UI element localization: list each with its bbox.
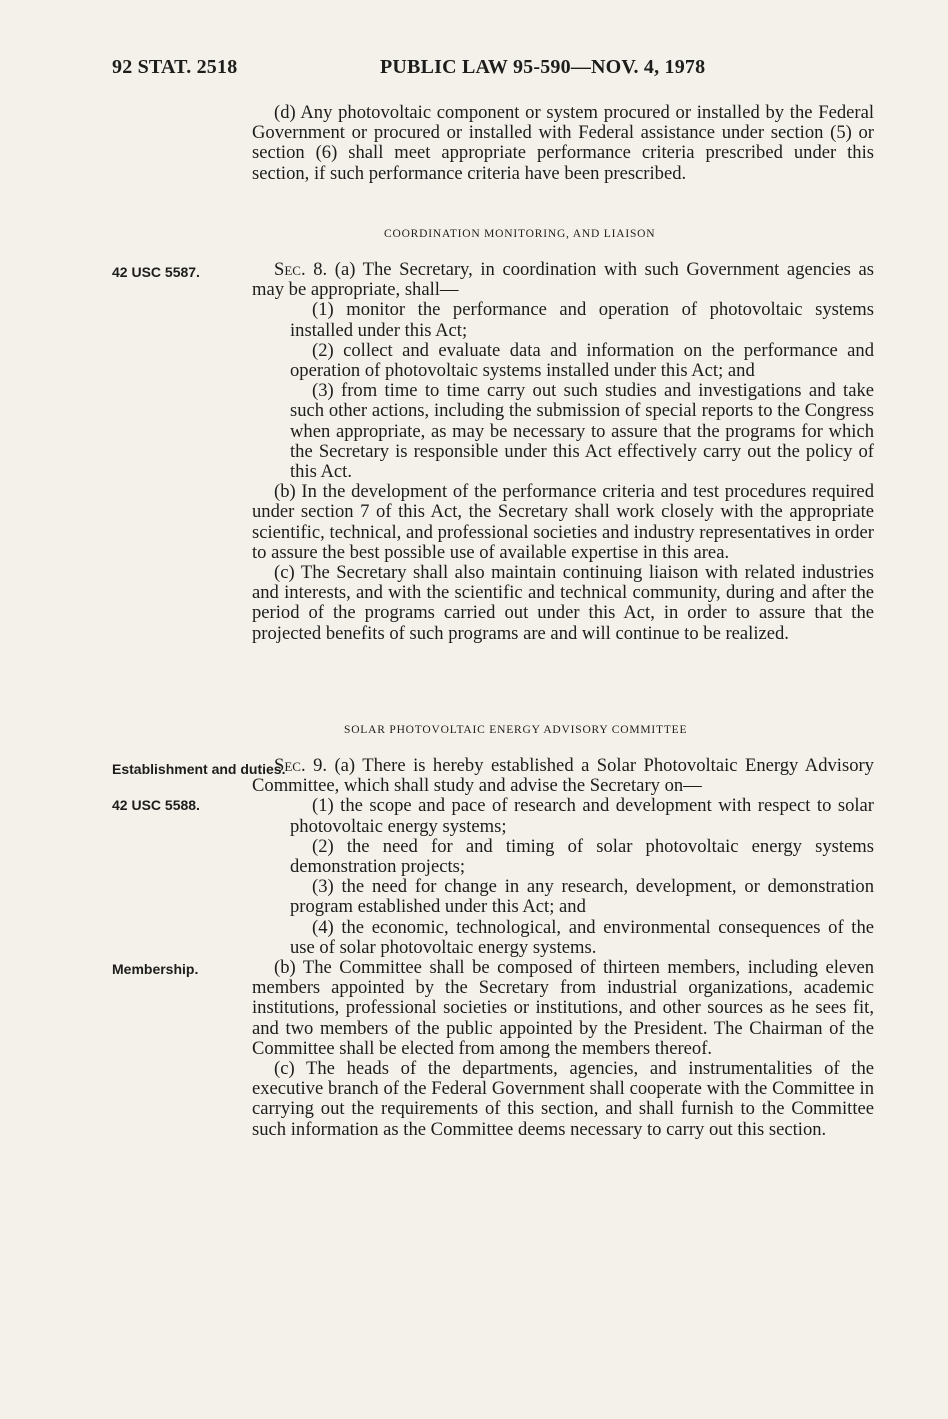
section-8-label: Sec. 8. [274, 259, 328, 280]
stat-page-number: 92 STAT. 2518 [112, 56, 238, 78]
section-9-heading: SOLAR PHOTOVOLTAIC ENERGY ADVISORY COMMITTEE [344, 724, 688, 736]
section-9-intro [252, 756, 874, 796]
section-9-item-2: (2) the need for and timing of solar photovoltaic energy systems demonstration projects; [290, 835, 874, 878]
section-9-label: Sec. 9. [274, 755, 328, 776]
section-9-item-4: (4) the economic, technological, and environmental consequences of the use of solar photovoltaic energy systems. [290, 916, 874, 958]
section-8-paragraph-c: (c) The Secretary shall also maintain continuing liaison with related industries and interests, and with the scientific and technical community, during and after the period of the programs carried out under this Act, in order to assure that the projected benefits of such programs are and will continue to be realized. [252, 562, 874, 644]
section-9-item-1: (1) the scope and pace of research and development with respect to solar photovoltaic energy systems; [290, 795, 874, 837]
section-9-paragraph-b: (b) The Committee shall be composed of thirteen members, including eleven members appointed by the Secretary from industrial organizations, academic institutions, professional societies or institutions, and other sources as he sees fit, and two members of the public appointed by the President. The Chairman of the Committee shall be elected from among the members thereof. [252, 957, 874, 1059]
margin-note-establishment: Establishment and duties. [112, 761, 286, 777]
margin-note-42-usc-5588: 42 USC 5588. [112, 797, 200, 813]
margin-note-membership: Membership. [112, 961, 199, 977]
paragraph-d-block [252, 103, 874, 184]
section-8-heading: COORDINATION MONITORING, AND LIAISON [384, 228, 656, 240]
section-8-intro [252, 260, 874, 300]
section-9-paragraph-c: (c) The heads of the departments, agencies, and instrumentalities of the executive branch of the Federal Government shall cooperate with the Committee in carrying out the requirements of this section, and shall furnish to the Committee such information as the Committee deems necessary to carry out this section. [252, 1058, 874, 1140]
section-8-item-2: (2) collect and evaluate data and information on the performance and operation of photovoltaic systems installed under this Act; and [290, 339, 874, 382]
section-9-intro-text: (a) There is hereby established a Solar Photovoltaic Energy Advisory Committee, which shall study and advise the Secretary on— [252, 755, 874, 797]
section-9-item-3: (3) the need for change in any research, development, or demonstration program established under this Act; and [290, 876, 874, 918]
section-8-paragraph-b: (b) In the development of the performance criteria and test procedures required under section 7 of this Act, the Secretary shall work closely with the appropriate scientific, technical, and professional societies and industry representatives in order to assure the best possible use of available expertise in this area. [252, 481, 874, 563]
section-8-item-3: (3) from time to time carry out such studies and investigations and take such other actions, including the submission of special reports to the Congress when appropriate, as may be necessary to assure that the programs for which the Secretary is responsible under this Act effectively carry out the policy of this Act. [290, 380, 874, 483]
section-8-body [252, 260, 874, 644]
section-9-body [252, 756, 874, 1140]
margin-note-42-usc-5587: 42 USC 5587. [112, 264, 200, 280]
section-8-intro-text: (a) The Secretary, in coordination with such Government agencies as may be appropriate, shall— [252, 259, 874, 301]
section-8-item-1: (1) monitor the performance and operation of photovoltaic systems installed under this Act; [290, 299, 874, 341]
public-law-title: PUBLIC LAW 95-590—NOV. 4, 1978 [380, 56, 706, 78]
paragraph-d: (d) Any photovoltaic component or system procured or installed by the Federal Government or procured or installed with Federal assistance under section (5) or section (6) shall meet appropriate performance criteria prescribed under this section, if such performance criteria have been prescribed. [252, 102, 874, 184]
